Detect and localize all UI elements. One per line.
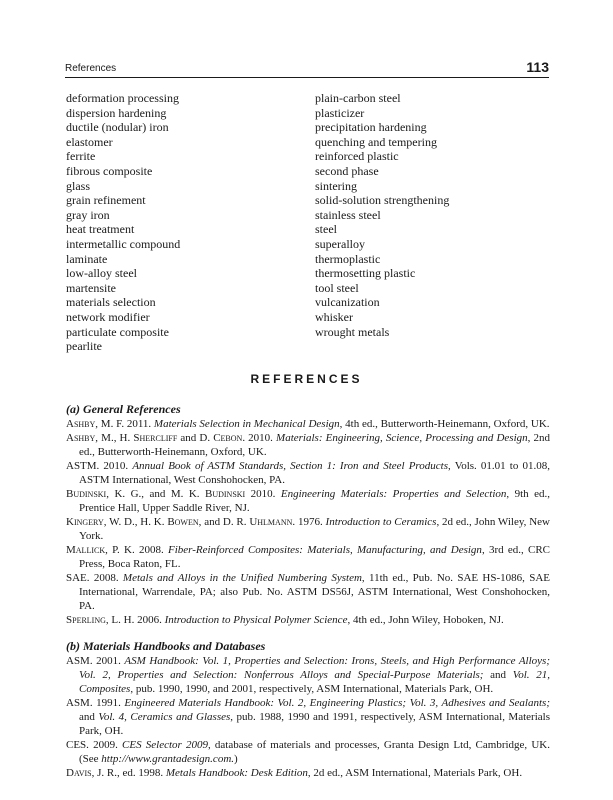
key-term-left: network modifier [66,309,150,324]
reference-text: , J. R., ed. 1998. [91,767,166,779]
key-term-right: plain-carbon steel [315,91,401,105]
reference-title: Materials Selection in Mechanical Design [153,418,340,430]
reference-title: Vol. 21, Composites [79,669,551,695]
key-term-right: steel [315,222,337,237]
reference-text: , K. G., and M. K. [106,488,205,500]
key-term-right: quenching and tempering [315,134,437,149]
key-term-right: whisker [315,309,353,324]
key-term-left: grain refinement [66,193,146,208]
reference-text: , and D. R. [198,516,250,528]
key-term-right: thermoplastic [315,251,381,266]
page-number: 113 [526,59,549,75]
reference-text: , M. F. 2011. [95,418,154,430]
reference-title: Introduction to Physical Polymer Science [164,614,348,626]
reference-text: 2010. [245,488,281,500]
key-term-left: low-alloy steel [66,266,137,281]
key-term-left: intermetallic compound [66,236,181,251]
reference-entry [66,431,550,459]
reference-text: , Vols. 01.01 to 01.08, ASTM International, West Conshohocken, PA. [79,460,550,486]
key-term-left: fibrous composite [66,163,153,178]
key-term-right: reinforced plastic [315,149,399,164]
reference-text: and [483,669,513,681]
reference-author: Bowen [167,516,199,528]
key-term-left: gray iron [66,207,110,222]
reference-author: Kingery [66,516,104,528]
reference-text: , 2d ed., John Wiley, New York. [79,516,550,542]
reference-text: , 9th ed., Prentice Hall, Upper Saddle River, NJ. [79,488,550,514]
general-references-heading: (a) General References [66,402,181,416]
reference-entry [66,571,550,613]
reference-author: Shercliff [133,432,178,444]
key-term-left: elastomer [66,134,113,149]
reference-text: , M., H. [95,432,134,444]
reference-text: ) [234,753,238,765]
reference-entry [66,459,550,487]
reference-text: SAE. 2008. [66,572,123,584]
reference-entry [66,487,550,515]
reference-title: CES Selector 2009 [122,739,208,751]
reference-entry [66,515,550,543]
reference-author: Budinski [66,488,107,500]
key-term-left: heat treatment [66,222,135,237]
running-header [65,57,549,78]
reference-entry [66,738,550,766]
key-term-left: pearlite [66,339,102,354]
reference-entry [66,417,550,431]
reference-text: , L. H. 2006. [105,614,165,626]
reference-author: Davis [66,767,92,779]
key-term-right: vulcanization [315,295,380,310]
reference-text: , 2nd ed., Butterworth-Heinemann, Oxford, UK. [79,432,551,458]
handbooks-heading: (b) Materials Handbooks and Databases [66,639,266,653]
reference-text: , 3rd ed., CRC Press, Boca Raton, FL. [79,544,551,570]
key-term-right: precipitation hardening [315,120,427,135]
section-spacer [66,627,550,639]
reference-title: Engineering Materials: Properties and Selection [280,488,507,500]
reference-author: Mallick [66,544,106,556]
reference-author: Budinski [204,488,246,500]
key-term-left: laminate [66,251,108,266]
reference-title: Materials: Engineering, Science, Processing and Design [276,432,528,444]
reference-text: ASM. 1991. [66,697,125,709]
reference-title: Introduction to Ceramics [325,516,437,528]
key-term-right: stainless steel [315,207,381,222]
reference-entry [66,654,550,696]
key-term-left: ductile (nodular) iron [66,120,169,135]
key-terms-right-column [315,91,550,354]
reference-entry [66,543,550,571]
reference-text: , pub. 1988, 1990 and 1991, respectively, ASM International, Materials Park, OH. [79,711,550,737]
reference-author: Sperling [66,614,106,626]
key-term-right: solid-solution strengthening [315,193,450,208]
reference-entry [66,696,550,738]
reference-text: CES. 2009. [66,739,123,751]
reference-text: , P. K. 2008. [105,544,168,556]
key-terms-list [66,91,550,354]
section-title: REFERENCES [250,372,363,386]
reference-title: Fiber-Reinforced Composites: Materials, Manufacturing, and Design [167,544,482,556]
reference-title: http://www.grantadesign.com. [101,753,235,765]
running-header-title: References [65,63,117,74]
reference-title: Vol. 4, Ceramics and Glasses [98,711,231,723]
reference-title: ASM Handbook: Vol. 1, Properties and Selection: Irons, Steels, and High Performance Alloys; Vol. 2, Properties and Selection: Nonferrous Alloys and Special-Purpose Materials; [79,655,550,681]
reference-text: . 2010. [242,432,277,444]
key-term-right: superalloy [315,236,365,251]
reference-text: , 11th ed., Pub. No. SAE HS-1086, SAE International, Warrendale, PA; also Pub. No. ASTM DS56J, ASTM International, West Conshohocken, PA. [79,572,550,612]
reference-text: , 4th ed., Butterworth-Heinemann, Oxford, UK. [339,418,550,430]
reference-text: ASM. 2001. [66,655,125,667]
reference-entry [66,613,550,627]
reference-title: Metals and Alloys in the Unified Numbering System [122,572,362,584]
reference-entry [66,766,550,780]
reference-author: Ashby [66,432,96,444]
reference-title: Engineered Materials Handbook: Vol. 2, Engineering Plastics; Vol. 3, Adhesives and Sealants; [124,697,550,709]
handbooks-list [66,654,550,780]
reference-text: , W. D., H. K. [103,516,168,528]
key-term-left: deformation processing [66,91,179,105]
key-term-left: dispersion hardening [66,105,167,120]
general-references-list [66,417,550,627]
key-term-left: martensite [66,280,116,295]
reference-text: . 1976. [292,516,326,528]
key-term-left: particulate composite [66,324,169,339]
reference-text: and [79,711,99,723]
key-term-right: thermosetting plastic [315,266,416,281]
reference-title: Metals Handbook: Desk Edition [165,767,308,779]
reference-text: and D. [177,432,214,444]
reference-author: Ashby [66,418,96,430]
key-term-left: materials selection [66,295,156,310]
reference-text: , pub. 1990, 1990, and 2001, respectively, ASM International, Materials Park, OH. [130,683,494,695]
key-term-right: plasticizer [315,105,365,120]
key-term-left: glass [66,178,90,193]
reference-text: ASTM. 2010. [66,460,133,472]
key-term-right: tool steel [315,280,359,295]
reference-text: , database of materials and processes, Granta Design Ltd, Cambridge, UK. (See [79,739,550,765]
references-section [66,402,550,780]
reference-author: Cebon [213,432,243,444]
key-term-right: second phase [315,163,379,178]
reference-text: , 4th ed., John Wiley, Hoboken, NJ. [347,614,504,626]
key-terms-left-column [66,91,315,354]
reference-author: Uhlmann [249,516,293,528]
key-term-right: sintering [315,178,357,193]
key-term-right: wrought metals [315,324,390,339]
reference-text: , 2d ed., ASM International, Materials Park, OH. [307,767,523,779]
key-term-left: ferrite [66,149,96,164]
reference-title: Annual Book of ASTM Standards, Section 1: Iron and Steel Products [132,460,449,472]
